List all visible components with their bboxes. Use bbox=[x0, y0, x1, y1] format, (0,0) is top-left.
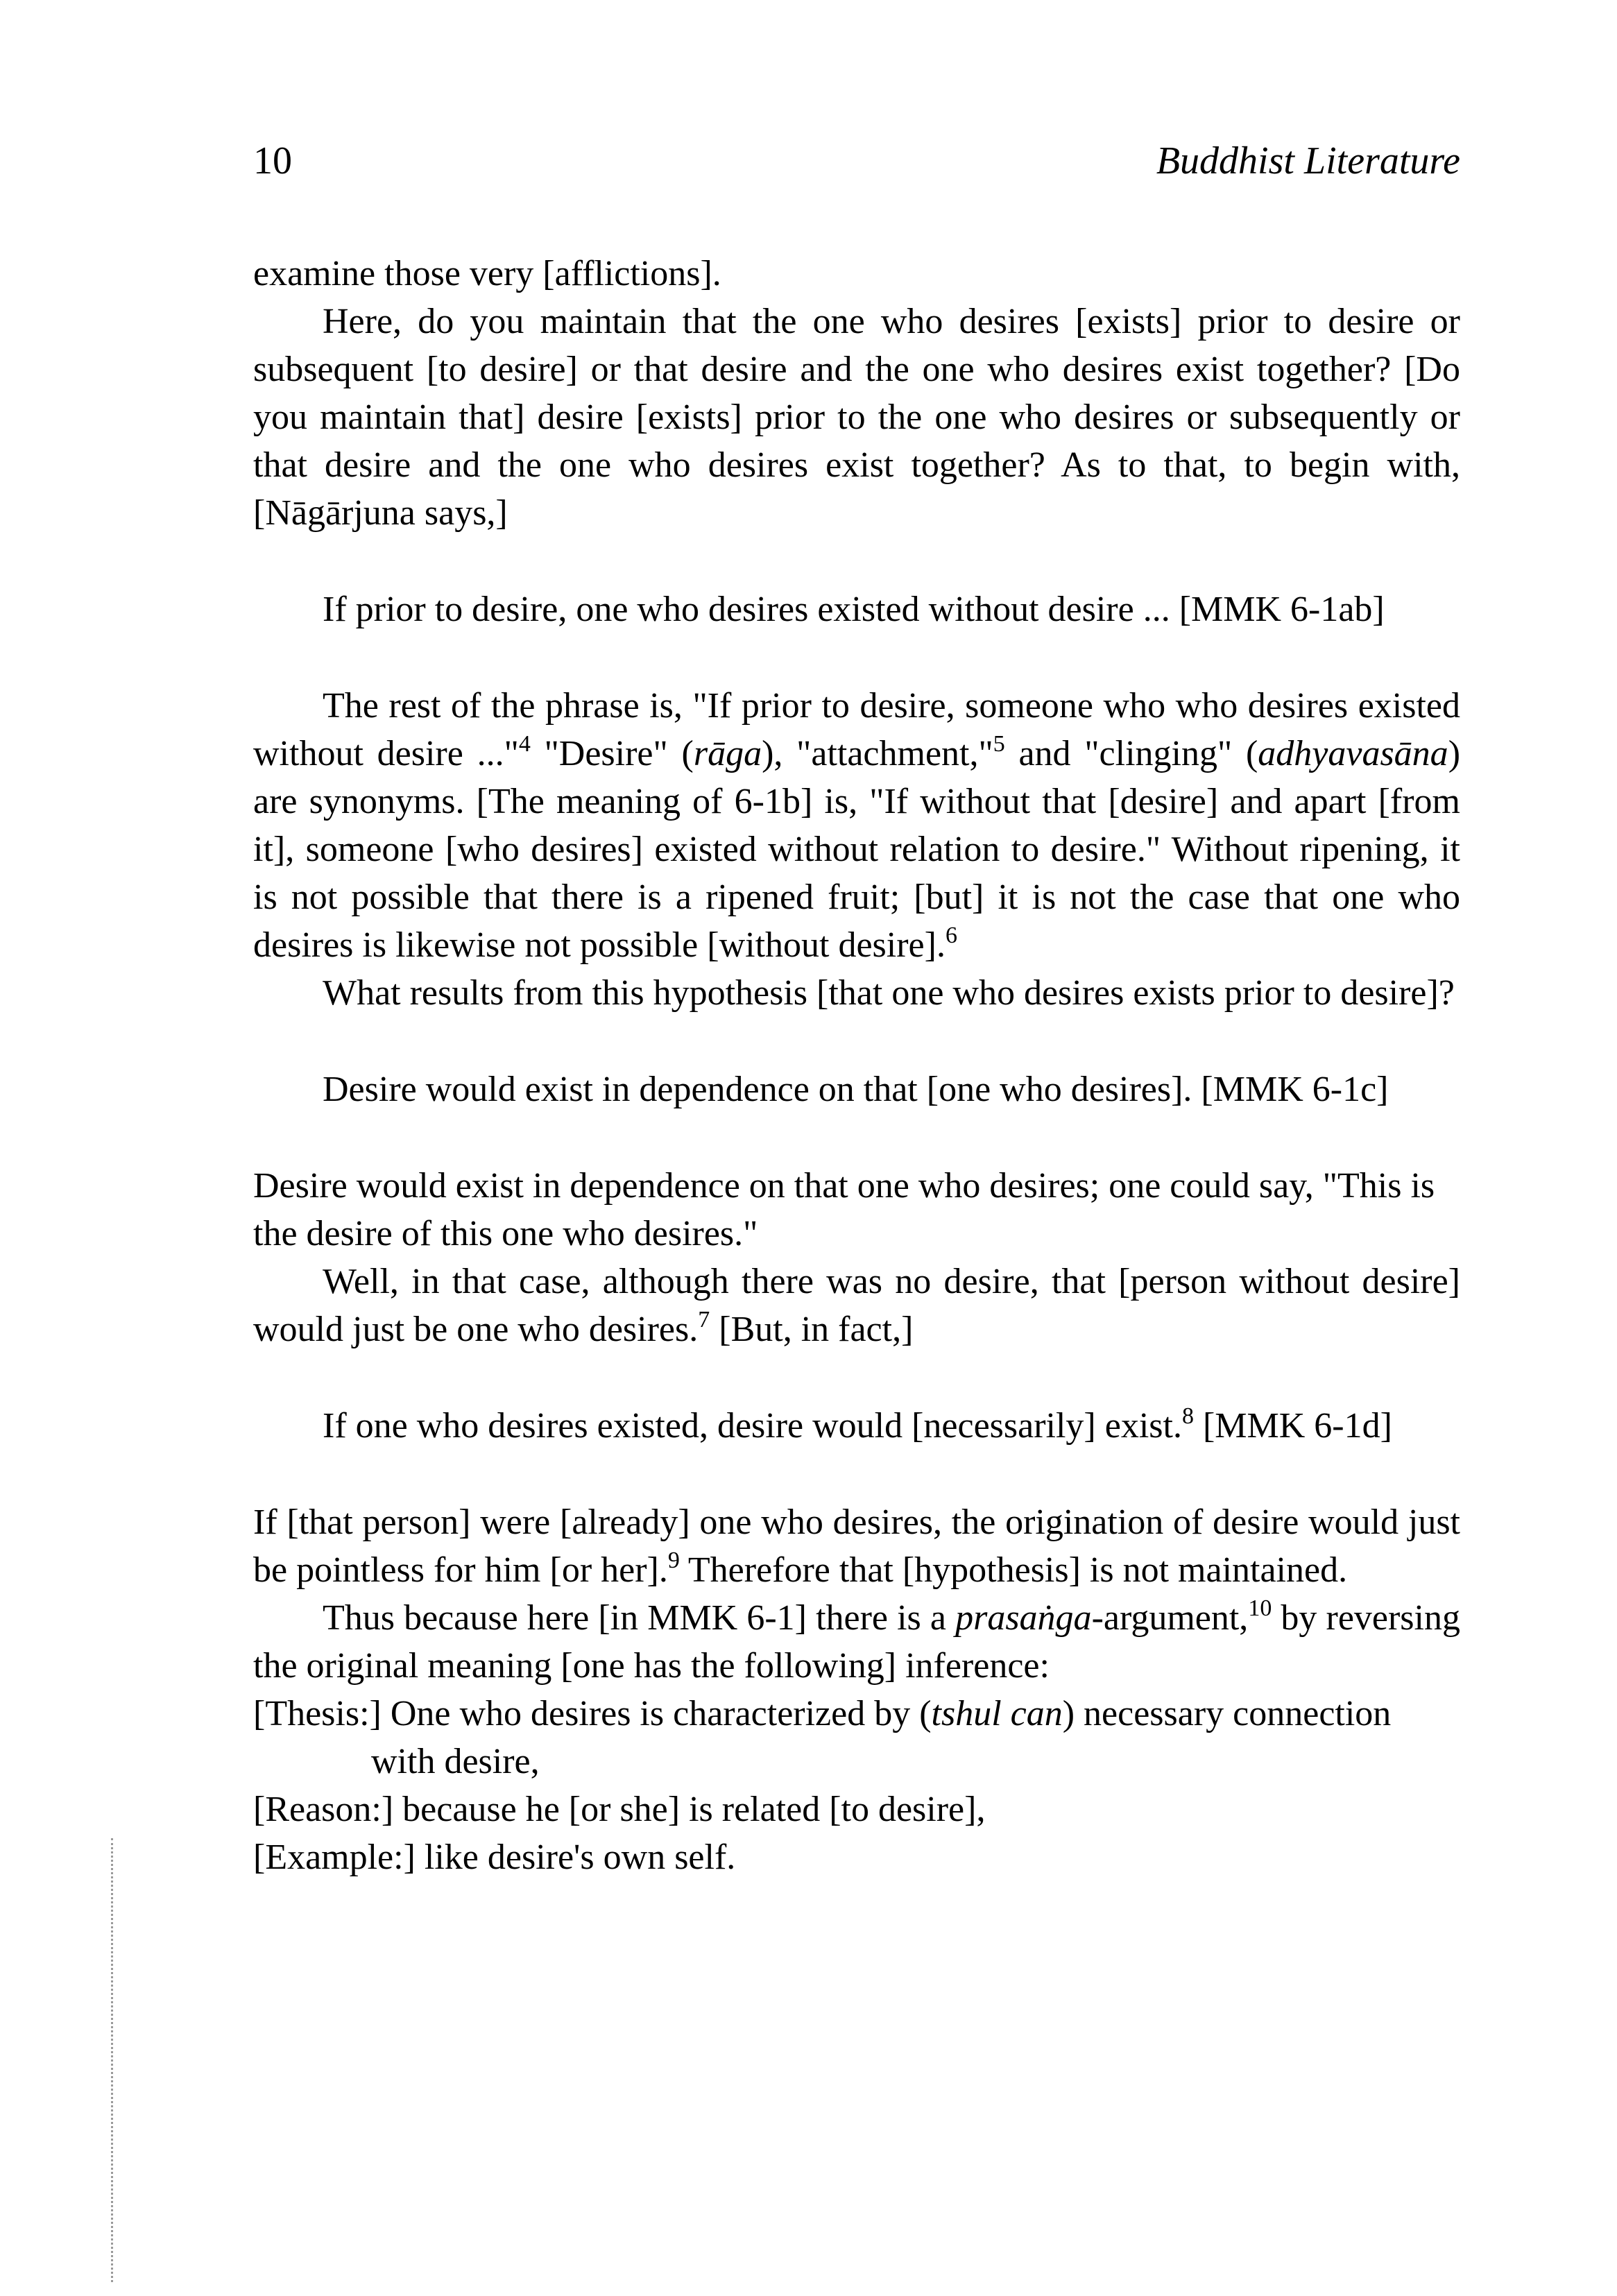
running-title: Buddhist Literature bbox=[1156, 139, 1460, 182]
page-number: 10 bbox=[253, 139, 292, 182]
paragraph-commentary: The rest of the phrase is, "If prior to desire, someone who who desires existed without desire ..."$^4$ "Desire" (rāga), "attachment,"$^5$ and "clinging" (adhyavasāna) are synonyms. [The meaning of 6-1b] is, "If without that [desire] and apart [from it], someone [who desires] existed without relation to desire." Without ripening, it is not possible that there is a ripened fruit; [but] it is not the case that one who desires is likewise not possible [without desire].$^6$ bbox=[253, 686, 1461, 965]
footnote-ref-9: 9 bbox=[667, 1548, 680, 1573]
example-label: [Example:] bbox=[253, 1837, 416, 1877]
footnote-ref-7: 7 bbox=[698, 1307, 710, 1333]
syllogism-example: [Example:] like desire's own self. bbox=[253, 1837, 736, 1877]
term-raga: rāga bbox=[693, 734, 762, 773]
syllogism-reason: [Reason:] because he [or she] is related [to desire], bbox=[253, 1790, 986, 1829]
footnote-ref-8: 8 bbox=[1181, 1403, 1194, 1429]
verse-quote-6-1d: If one who desires existed, desire would [necessarily] exist.$^8$ [MMK 6-1d] bbox=[323, 1403, 1392, 1446]
paragraph-origination: If [that person] were [already] one who desires, the origination of desire would just be pointless for him [or her].$^9$ Therefore that [hypothesis] is not maintained. bbox=[253, 1502, 1460, 1590]
paragraph-dependence: Desire would exist in dependence on that one who desires; one could say, "This is the desire of this one who desires." bbox=[253, 1166, 1435, 1253]
verse-quote-6-1ab: If prior to desire, one who desires existed without desire ... [MMK 6-1ab] bbox=[323, 590, 1385, 629]
margin-scan-marks bbox=[111, 1838, 117, 2282]
page-header bbox=[253, 139, 1460, 201]
paragraph-hypothesis: What results from this hypothesis [that one who desires exists prior to desire]? bbox=[323, 973, 1455, 1013]
paragraph-well: Well, in that case, although there was no desire, that [person without desire] would just be one who desires.$^7$ [But, in fact,] bbox=[253, 1262, 1460, 1349]
thesis-label: [Thesis:] bbox=[253, 1694, 382, 1733]
term-prasanga: prasaṅga bbox=[955, 1598, 1092, 1638]
footnote-ref-5: 5 bbox=[993, 731, 1005, 757]
paragraph-question: Here, do you maintain that the one who desires [exists] prior to desire or subsequent [to desire] or that desire and the one who desires exist together? [Do you maintain that] desire [exists] prior to the one who desires or subsequently or that desire and the one who desires exist together? As to that, to begin with, [Nāgārjuna says,] bbox=[253, 302, 1460, 533]
reason-label: [Reason:] bbox=[253, 1790, 394, 1829]
page-body bbox=[253, 250, 1460, 1881]
term-tshul-can: tshul can bbox=[931, 1694, 1063, 1733]
term-adhyavasana: adhyavasāna bbox=[1258, 734, 1448, 773]
footnote-ref-4: 4 bbox=[518, 731, 531, 757]
footnote-ref-10: 10 bbox=[1248, 1595, 1272, 1621]
footnote-ref-6: 6 bbox=[945, 923, 957, 948]
paragraph-continued: examine those very [afflictions]. bbox=[253, 254, 721, 293]
syllogism-thesis: [Thesis:] One who desires is characterized by (tshul can) necessary connection with desire, bbox=[253, 1694, 1392, 1781]
paragraph-prasanga: Thus because here [in MMK 6-1] there is a prasaṅga-argument,$^{10}$ by reversing the original meaning [one has the following] inference: bbox=[253, 1595, 1460, 1686]
verse-quote-6-1c: Desire would exist in dependence on that [one who desires]. [MMK 6-1c] bbox=[323, 1070, 1389, 1109]
